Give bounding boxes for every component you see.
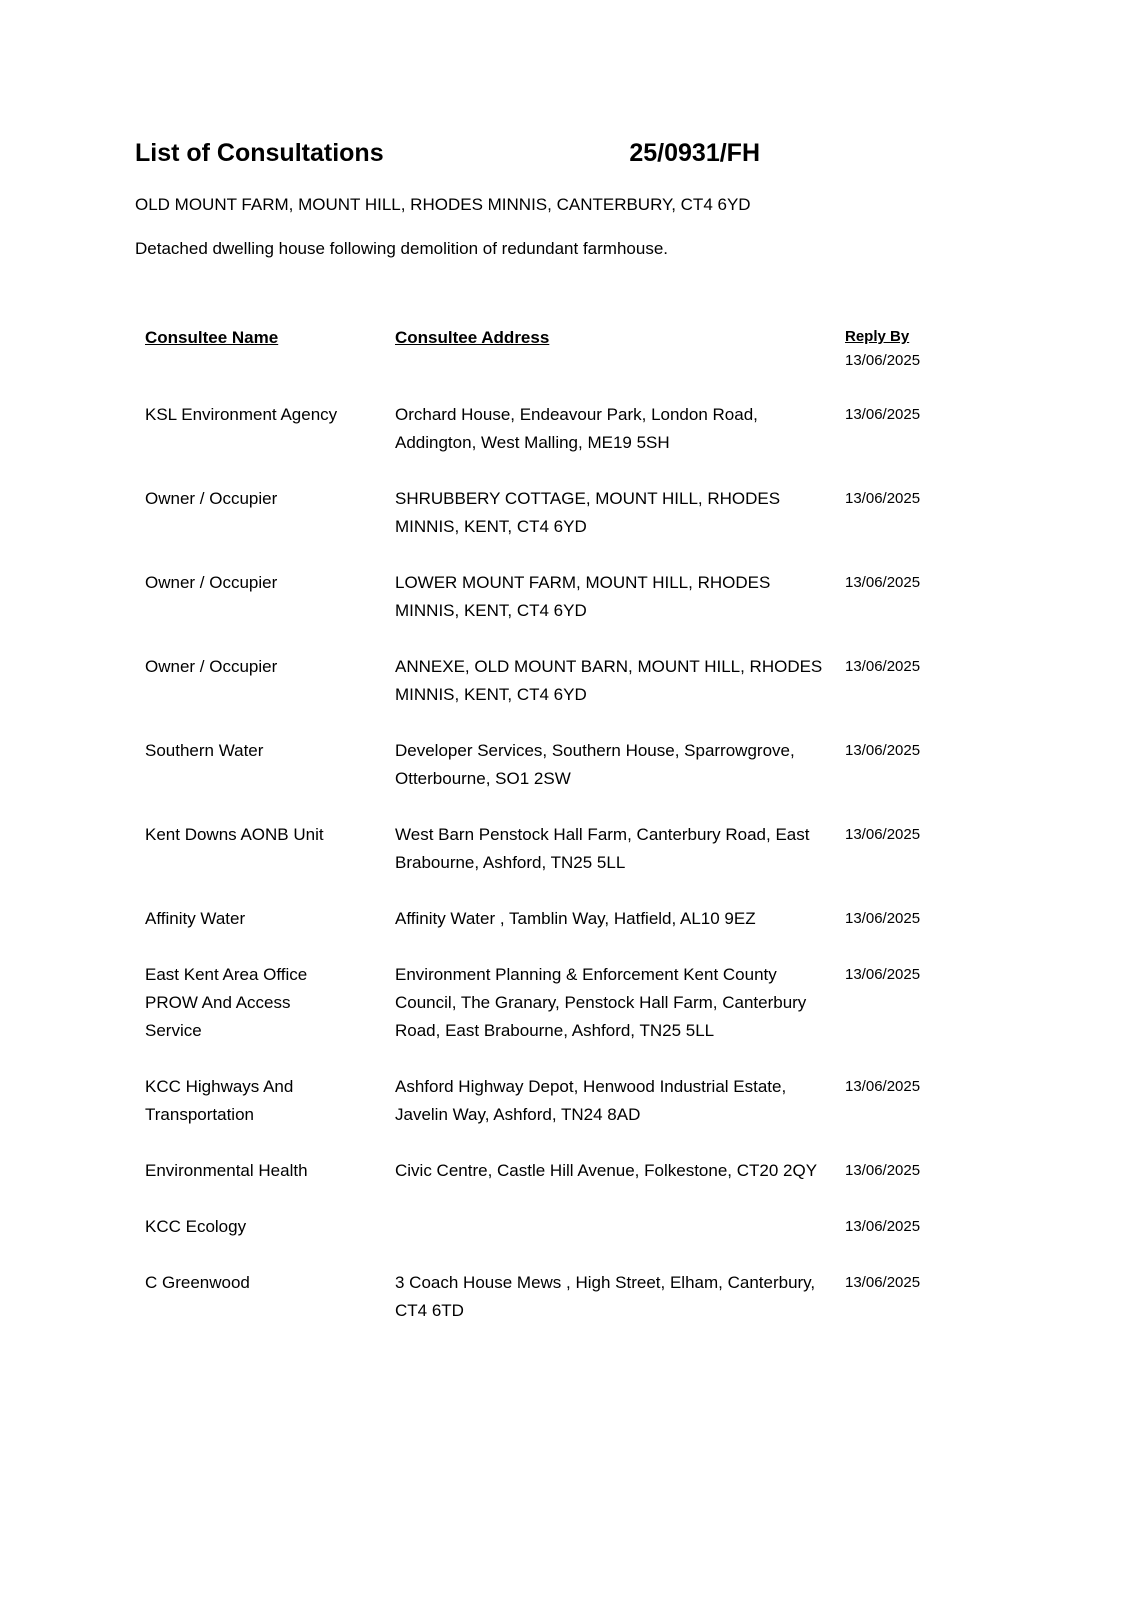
consultee-name: KCC Highways And Transportation: [145, 1077, 294, 1125]
consultee-address: Ashford Highway Depot, Henwood Industrial Estate, Javelin Way, Ashford, TN24 8AD: [395, 1077, 787, 1125]
table-row: [145, 1073, 997, 1129]
page-title: List of Consultations: [135, 139, 384, 167]
reply-by-date: 13/06/2025: [845, 658, 921, 676]
table-row: [145, 1269, 997, 1325]
reply-by-date: 13/06/2025: [845, 910, 921, 928]
header-reply-by-date: 13/06/2025: [845, 352, 921, 370]
table-row: [145, 653, 997, 709]
consultee-address: ANNEXE, OLD MOUNT BARN, MOUNT HILL, RHODES MINNIS, KENT, CT4 6YD: [395, 657, 823, 705]
table-body: [145, 401, 997, 1325]
column-header-consultee-name: Consultee Name: [145, 328, 279, 348]
consultee-name: Owner / Occupier: [145, 489, 278, 509]
consultations-table: [135, 328, 997, 1325]
consultee-name: Kent Downs AONB Unit: [145, 825, 324, 845]
table-row: [145, 485, 997, 541]
consultee-address: Orchard House, Endeavour Park, London Road, Addington, West Malling, ME19 5SH: [395, 405, 758, 453]
consultee-name: Environmental Health: [145, 1161, 308, 1181]
reply-by-date: 13/06/2025: [845, 406, 921, 424]
consultee-name: KCC Ecology: [145, 1217, 247, 1237]
reply-by-date: 13/06/2025: [845, 826, 921, 844]
consultee-address: Civic Centre, Castle Hill Avenue, Folkestone, CT20 2QY: [395, 1161, 818, 1181]
consultee-address: Environment Planning & Enforcement Kent County Council, The Granary, Penstock Hall Farm, Canterbury Road, East Brabourne, Ashford, TN25 5LL: [395, 965, 807, 1041]
reply-by-date: 13/06/2025: [845, 1078, 921, 1096]
table-row: [145, 905, 997, 933]
consultee-address: West Barn Penstock Hall Farm, Canterbury Road, East Brabourne, Ashford, TN25 5LL: [395, 825, 810, 873]
reply-by-date: 13/06/2025: [845, 742, 921, 760]
consultee-name: East Kent Area Office PROW And Access Service: [145, 965, 308, 1041]
consultee-name: Owner / Occupier: [145, 657, 278, 677]
consultee-address: LOWER MOUNT FARM, MOUNT HILL, RHODES MINNIS, KENT, CT4 6YD: [395, 573, 771, 621]
table-row: [145, 821, 997, 877]
consultee-name: Affinity Water: [145, 909, 246, 929]
column-header-reply-by-group: [845, 328, 997, 369]
table-row: [145, 1213, 997, 1241]
reply-by-date: 13/06/2025: [845, 574, 921, 592]
application-reference: 25/0931/FH: [629, 139, 760, 167]
table-header-row: [145, 328, 997, 369]
reply-by-date: 13/06/2025: [845, 1218, 921, 1236]
consultee-address: Affinity Water , Tamblin Way, Hatfield, AL10 9EZ: [395, 909, 756, 929]
consultee-address: Developer Services, Southern House, Sparrowgrove, Otterbourne, SO1 2SW: [395, 741, 795, 789]
consultee-name: Owner / Occupier: [145, 573, 278, 593]
reply-by-date: 13/06/2025: [845, 1274, 921, 1292]
column-header-consultee-address: Consultee Address: [395, 328, 550, 348]
table-row: [145, 569, 997, 625]
reply-by-date: 13/06/2025: [845, 966, 921, 984]
table-row: [145, 401, 997, 457]
table-row: [145, 1157, 997, 1185]
proposal-description: Detached dwelling house following demolition of redundant farmhouse.: [135, 239, 669, 259]
table-row: [145, 737, 997, 793]
table-row: [145, 961, 997, 1045]
reply-by-date: 13/06/2025: [845, 490, 921, 508]
consultee-address: 3 Coach House Mews , High Street, Elham, Canterbury, CT4 6TD: [395, 1273, 816, 1321]
document-header: [135, 138, 997, 168]
reply-by-date: 13/06/2025: [845, 1162, 921, 1180]
site-address: OLD MOUNT FARM, MOUNT HILL, RHODES MINNIS, CANTERBURY, CT4 6YD: [135, 195, 751, 214]
column-header-reply-by: Reply By: [845, 328, 910, 346]
consultee-name: C Greenwood: [145, 1273, 250, 1293]
consultee-address: SHRUBBERY COTTAGE, MOUNT HILL, RHODES MINNIS, KENT, CT4 6YD: [395, 489, 781, 537]
consultee-name: Southern Water: [145, 741, 264, 761]
consultee-name: KSL Environment Agency: [145, 405, 338, 425]
